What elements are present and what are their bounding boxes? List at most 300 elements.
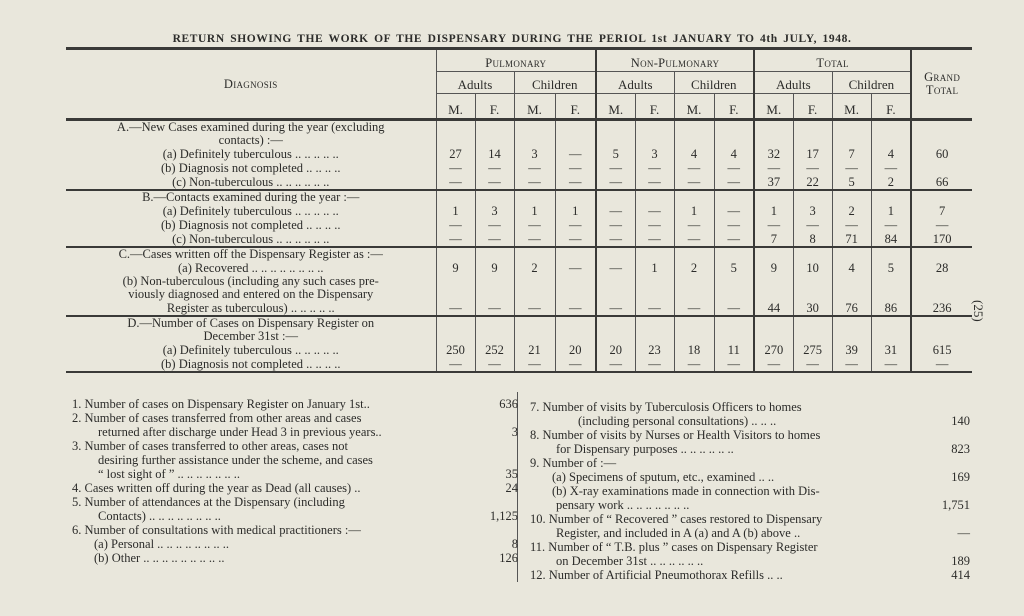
table-cell: 1: [871, 204, 911, 218]
table-cell: —: [674, 232, 714, 247]
footer-item-value: 140: [951, 414, 970, 428]
table-cell: —: [635, 301, 674, 316]
table-cell: [555, 288, 596, 301]
table-cell: [832, 288, 871, 301]
empty-cell: [714, 120, 754, 135]
table-cell: —: [436, 161, 475, 175]
empty-cell: [475, 316, 514, 330]
table-cell: [832, 275, 871, 288]
section-heading: C.—Cases written off the Dispensary Register as :—: [118, 247, 383, 261]
footer-item-value: 189: [951, 554, 970, 568]
footer-item-text: desiring further assistance under the scheme, and cases: [98, 453, 373, 467]
pulmonary-adults-header: Adults: [436, 72, 514, 94]
table-cell: —: [754, 357, 793, 372]
table-cell: 21: [514, 343, 555, 357]
footer-item-text: (b) X-ray examinations made in connection with Dis-: [552, 484, 820, 498]
empty-cell: [832, 247, 871, 261]
table-cell: —: [754, 218, 793, 232]
row-label: (a) Definitely tuberculous .. .. .. .. ..: [162, 147, 339, 161]
empty-cell: [555, 247, 596, 261]
empty-cell: [635, 190, 674, 204]
table-cell: —: [555, 175, 596, 190]
table-cell: —: [674, 301, 714, 316]
empty-cell: [674, 247, 714, 261]
footer-item-text: pensary work .. .. .. .. .. .. ..: [556, 498, 690, 512]
empty-cell: [514, 120, 555, 135]
footer-item-value: 1,125: [489, 509, 518, 523]
table-cell: 1: [436, 204, 475, 218]
table-cell: 252: [475, 343, 514, 357]
footer-item-value: 8: [511, 537, 518, 551]
grand-total-header: Grand Total: [911, 49, 972, 120]
footer-item-line: [530, 498, 970, 512]
empty-cell: [871, 247, 911, 261]
table-cell: 76: [832, 301, 871, 316]
empty-cell: [635, 330, 674, 343]
diagnosis-header: Diagnosis: [66, 49, 436, 120]
table-cell: 9: [436, 261, 475, 275]
grand-total-cell: 7: [911, 204, 972, 218]
table-cell: 14: [475, 147, 514, 161]
footer-item-value: —: [957, 526, 970, 540]
table-cell: [555, 275, 596, 288]
footer-item-line: [530, 456, 970, 470]
row-label: Register as tuberculous) .. .. .. .. ..: [66, 301, 436, 316]
section-heading-row: [66, 316, 972, 330]
table-cell: —: [436, 301, 475, 316]
section-heading: B.—Contacts examined during the year :—: [142, 190, 360, 204]
table-cell: [871, 288, 911, 301]
empty-cell: [674, 330, 714, 343]
table-row: [66, 343, 972, 357]
table-cell: 5: [596, 147, 635, 161]
footer-right-list: [530, 400, 970, 582]
empty-cell: [911, 134, 972, 147]
empty-cell: [514, 190, 555, 204]
empty-cell: [514, 247, 555, 261]
table-cell: 270: [754, 343, 793, 357]
table-cell: —: [635, 204, 674, 218]
table-cell: —: [635, 232, 674, 247]
table-cell: —: [555, 261, 596, 275]
empty-cell: [555, 120, 596, 135]
dispensary-return-table: [66, 47, 972, 373]
empty-cell: [674, 120, 714, 135]
table-cell: —: [436, 232, 475, 247]
table-cell: —: [475, 232, 514, 247]
section-heading: contacts) :—: [218, 134, 283, 147]
table-cell: —: [596, 301, 635, 316]
table-cell: 84: [871, 232, 911, 247]
footer-item-line: [530, 512, 970, 526]
footer-item-text: Contacts) .. .. .. .. .. .. .. ..: [98, 509, 221, 523]
footer-item-text: (b) Other .. .. .. .. .. .. .. .. ..: [94, 551, 225, 565]
table-cell: 3: [635, 147, 674, 161]
table-cell: 20: [555, 343, 596, 357]
empty-cell: [475, 330, 514, 343]
footer-item-value: 24: [505, 481, 518, 495]
footer-item-text: 5. Number of attendances at the Dispensary (including: [72, 495, 345, 509]
table-cell: 22: [793, 175, 832, 190]
table-cell: 1: [754, 204, 793, 218]
table-cell: 9: [475, 261, 514, 275]
footer-item-value: 126: [499, 551, 518, 565]
grand-total-cell: [911, 161, 972, 175]
col-m: M.: [436, 94, 475, 120]
footer-item-text: on December 31st .. .. .. .. .. ..: [556, 554, 704, 568]
empty-cell: [911, 330, 972, 343]
empty-cell: [635, 247, 674, 261]
footer-item-text: 1. Number of cases on Dispensary Register on January 1st..: [72, 397, 370, 411]
table-cell: 71: [832, 232, 871, 247]
footer-item-value: 823: [951, 442, 970, 456]
empty-cell: [555, 190, 596, 204]
footer-item-value: 3: [511, 425, 518, 439]
table-cell: —: [475, 161, 514, 175]
table-cell: —: [714, 218, 754, 232]
empty-cell: [754, 134, 793, 147]
row-label: (c) Non-tuberculous .. .. .. .. .. ..: [66, 232, 436, 247]
empty-cell: [793, 316, 832, 330]
table-cell: —: [674, 218, 714, 232]
footer-item-line: [530, 526, 970, 540]
table-cell: 1: [674, 204, 714, 218]
section-heading: A.—New Cases examined during the year (excluding: [116, 120, 385, 134]
empty-cell: [832, 190, 871, 204]
empty-cell: [793, 247, 832, 261]
table-cell: [714, 288, 754, 301]
footer-item-text: “ lost sight of ” .. .. .. .. .. .. ..: [98, 467, 241, 481]
table-row: [66, 204, 972, 218]
empty-cell: [754, 247, 793, 261]
empty-cell: [911, 316, 972, 330]
table-row: [66, 357, 972, 372]
table-cell: 27: [436, 147, 475, 161]
table-cell: 30: [793, 301, 832, 316]
col-f: F.: [555, 94, 596, 120]
table-row: [66, 161, 972, 175]
footer-item-text: (a) Specimens of sputum, etc., examined .. ..: [552, 470, 775, 484]
empty-cell: [475, 190, 514, 204]
table-cell: [871, 275, 911, 288]
section-heading: D.—Number of Cases on Dispensary Register on: [127, 316, 375, 330]
footer-item-value: 169: [951, 470, 970, 484]
footer-item-text: 8. Number of visits by Nurses or Health Visitors to homes: [530, 428, 821, 442]
col-m: M.: [596, 94, 635, 120]
footer-item-line: [72, 481, 518, 495]
empty-cell: [754, 190, 793, 204]
footer-item-line: [72, 453, 518, 467]
footer-item-line: [72, 425, 518, 439]
col-f: F.: [635, 94, 674, 120]
empty-cell: [514, 316, 555, 330]
table-cell: —: [596, 175, 635, 190]
empty-cell: [911, 247, 972, 261]
table-cell: 23: [635, 343, 674, 357]
table-cell: [475, 288, 514, 301]
footer-item-value: [466, 495, 518, 509]
empty-cell: [436, 247, 475, 261]
empty-cell: [793, 190, 832, 204]
row-label: (c) Non-tuberculous .. .. .. .. .. ..: [66, 175, 436, 190]
table-cell: 7: [754, 232, 793, 247]
footer-item-line: [530, 568, 970, 582]
non-pulmonary-header: Non-Pulmonary: [596, 49, 754, 72]
table-row: [66, 147, 972, 161]
table-cell: —: [555, 357, 596, 372]
table-cell: [475, 275, 514, 288]
table-cell: 20: [596, 343, 635, 357]
footer-item-value: [928, 540, 970, 554]
empty-cell: [832, 316, 871, 330]
empty-cell: [911, 190, 972, 204]
table-cell: —: [596, 357, 635, 372]
empty-cell: [475, 120, 514, 135]
table-cell: —: [754, 161, 793, 175]
table-cell: —: [555, 301, 596, 316]
footer-item-value: 35: [505, 467, 518, 481]
footer-item-line: [72, 495, 518, 509]
table-cell: —: [871, 161, 911, 175]
empty-cell: [436, 120, 475, 135]
table-cell: 4: [871, 147, 911, 161]
nonpulmonary-children-header: Children: [674, 72, 754, 94]
footer-item-value: [928, 428, 970, 442]
table-cell: 32: [754, 147, 793, 161]
footer-item-text: 4. Cases written off during the year as Dead (all causes) ..: [72, 481, 361, 495]
table-cell: —: [555, 147, 596, 161]
footer-item-text: 7. Number of visits by Tuberculosis Officers to homes: [530, 400, 802, 414]
grand-total-cell: [911, 275, 972, 288]
footer-item-value: [466, 453, 518, 467]
table-cell: 3: [514, 147, 555, 161]
footer-item-line: [530, 554, 970, 568]
footer-item-value: [466, 523, 518, 537]
table-cell: —: [635, 218, 674, 232]
table-cell: [754, 288, 793, 301]
empty-cell: [436, 316, 475, 330]
table-cell: 3: [475, 204, 514, 218]
grand-total-cell: 615: [911, 343, 972, 357]
nonpulmonary-adults-header: Adults: [596, 72, 674, 94]
table-cell: 4: [674, 147, 714, 161]
table-cell: —: [436, 218, 475, 232]
empty-cell: [714, 330, 754, 343]
empty-cell: [871, 190, 911, 204]
row-label: (a) Definitely tuberculous .. .. .. .. ..: [162, 204, 339, 218]
footer-item-line: [530, 442, 970, 456]
footer-item-value: 636: [499, 397, 518, 411]
table-cell: 250: [436, 343, 475, 357]
table-cell: —: [832, 218, 871, 232]
table-cell: 3: [793, 204, 832, 218]
footer-item-line: [72, 523, 518, 537]
table-cell: —: [555, 218, 596, 232]
empty-cell: [596, 330, 635, 343]
table-row: [66, 218, 972, 232]
table-cell: —: [596, 232, 635, 247]
empty-cell: [635, 120, 674, 135]
table-cell: 44: [754, 301, 793, 316]
empty-cell: [635, 134, 674, 147]
footer-item-text: 6. Number of consultations with medical practitioners :—: [72, 523, 361, 537]
grand-total-cell: 28: [911, 261, 972, 275]
col-m: M.: [514, 94, 555, 120]
table-cell: —: [832, 357, 871, 372]
table-cell: —: [555, 161, 596, 175]
section-heading: December 31st :—: [203, 330, 298, 343]
empty-cell: [596, 120, 635, 135]
empty-cell: [436, 134, 475, 147]
grand-total-cell: —: [911, 218, 972, 232]
footer-item-text: 3. Number of cases transferred to other areas, cases not: [72, 439, 348, 453]
footer-item-value: 414: [951, 568, 970, 582]
section-heading-row: [66, 190, 972, 204]
grand-total-cell: —: [911, 357, 972, 372]
table-cell: —: [596, 204, 635, 218]
col-m: M.: [832, 94, 871, 120]
table-row: [66, 301, 972, 316]
table-cell: 1: [555, 204, 596, 218]
table-cell: —: [514, 301, 555, 316]
table-cell: 17: [793, 147, 832, 161]
footer-item-text: returned after discharge under Head 3 in previous years..: [98, 425, 382, 439]
empty-cell: [714, 134, 754, 147]
footer-item-value: [466, 439, 518, 453]
table-cell: —: [475, 175, 514, 190]
total-header: Total: [754, 49, 911, 72]
table-cell: —: [714, 301, 754, 316]
table-cell: 7: [832, 147, 871, 161]
table-cell: —: [674, 357, 714, 372]
footer-item-line: [530, 540, 970, 554]
empty-cell: [793, 120, 832, 135]
table-cell: 2: [674, 261, 714, 275]
empty-cell: [514, 134, 555, 147]
empty-cell: [475, 247, 514, 261]
table-row: [66, 275, 972, 288]
table-cell: —: [514, 218, 555, 232]
footer-item-line: [72, 467, 518, 481]
table-cell: 5: [832, 175, 871, 190]
table-cell: [596, 288, 635, 301]
footer-item-text: for Dispensary purposes .. .. .. .. .. ..: [556, 442, 734, 456]
table-cell: —: [871, 357, 911, 372]
footer-item-text: Register, and included in A (a) and A (b) above ..: [556, 526, 801, 540]
section-heading-row: [66, 330, 972, 343]
total-adults-header: Adults: [754, 72, 832, 94]
empty-cell: [555, 316, 596, 330]
table-cell: —: [596, 261, 635, 275]
table-cell: 2: [871, 175, 911, 190]
table-cell: [514, 288, 555, 301]
table-cell: —: [714, 175, 754, 190]
table-cell: [714, 275, 754, 288]
col-f: F.: [475, 94, 514, 120]
table-cell: 39: [832, 343, 871, 357]
table-cell: —: [475, 218, 514, 232]
table-cell: —: [832, 161, 871, 175]
table-cell: [436, 288, 475, 301]
col-m: M.: [754, 94, 793, 120]
footer-item-value: [928, 512, 970, 526]
footer-item-line: [530, 400, 970, 414]
row-label: viously diagnosed and entered on the Dispensary: [128, 288, 374, 301]
section-heading-row: [66, 247, 972, 261]
empty-cell: [514, 330, 555, 343]
empty-cell: [596, 134, 635, 147]
table-cell: —: [714, 204, 754, 218]
empty-cell: [475, 134, 514, 147]
table-cell: 37: [754, 175, 793, 190]
table-cell: [596, 275, 635, 288]
page-number: (25): [971, 300, 986, 322]
table-cell: 4: [714, 147, 754, 161]
footer-item-line: [72, 537, 518, 551]
empty-cell: [596, 316, 635, 330]
footer-item-value: [466, 411, 518, 425]
empty-cell: [714, 190, 754, 204]
table-row: [66, 232, 972, 247]
table-cell: —: [674, 175, 714, 190]
row-label: (b) Diagnosis not completed .. .. .. ..: [66, 357, 436, 372]
table-cell: —: [596, 161, 635, 175]
table-row: [66, 175, 972, 190]
col-f: F.: [793, 94, 832, 120]
footer-item-line: [72, 551, 518, 565]
empty-cell: [555, 330, 596, 343]
footer-left-list: [72, 397, 518, 565]
footer-item-text: 2. Number of cases transferred from other areas and cases: [72, 411, 362, 425]
table-cell: [674, 288, 714, 301]
table-cell: 9: [754, 261, 793, 275]
table-cell: [674, 275, 714, 288]
footer-item-text: 10. Number of “ Recovered ” cases restored to Dispensary: [530, 512, 823, 526]
table-cell: 86: [871, 301, 911, 316]
total-children-header: Children: [832, 72, 911, 94]
table-cell: —: [555, 232, 596, 247]
col-f: F.: [871, 94, 911, 120]
page-title: RETURN SHOWING THE WORK OF THE DISPENSARY DURING THE PERIOL 1st JANUARY TO 4th JULY, 1948.: [172, 33, 852, 45]
empty-cell: [674, 316, 714, 330]
table-cell: 4: [832, 261, 871, 275]
empty-cell: [555, 134, 596, 147]
table-cell: —: [871, 218, 911, 232]
table-cell: —: [635, 161, 674, 175]
row-label: (a) Definitely tuberculous .. .. .. .. ..: [162, 343, 339, 357]
table-cell: [635, 288, 674, 301]
table-cell: 5: [714, 261, 754, 275]
empty-cell: [714, 247, 754, 261]
table-cell: 11: [714, 343, 754, 357]
table-cell: —: [714, 357, 754, 372]
empty-cell: [871, 120, 911, 135]
footer-item-text: (including personal consultations) .. .. ..: [578, 414, 777, 428]
table-cell: [514, 275, 555, 288]
footer-item-line: [530, 428, 970, 442]
footer-item-text: (a) Personal .. .. .. .. .. .. .. ..: [94, 537, 230, 551]
grand-total-cell: 60: [911, 147, 972, 161]
table-cell: —: [714, 232, 754, 247]
table-cell: [793, 275, 832, 288]
empty-cell: [871, 316, 911, 330]
row-label: (b) Diagnosis not completed .. .. .. ..: [161, 161, 341, 175]
footer-item-value: 1,751: [941, 498, 970, 512]
table-cell: —: [793, 218, 832, 232]
table-cell: —: [514, 161, 555, 175]
footer-item-value: [928, 400, 970, 414]
row-label: (b) Non-tuberculous (including any such cases pre-: [122, 275, 379, 288]
